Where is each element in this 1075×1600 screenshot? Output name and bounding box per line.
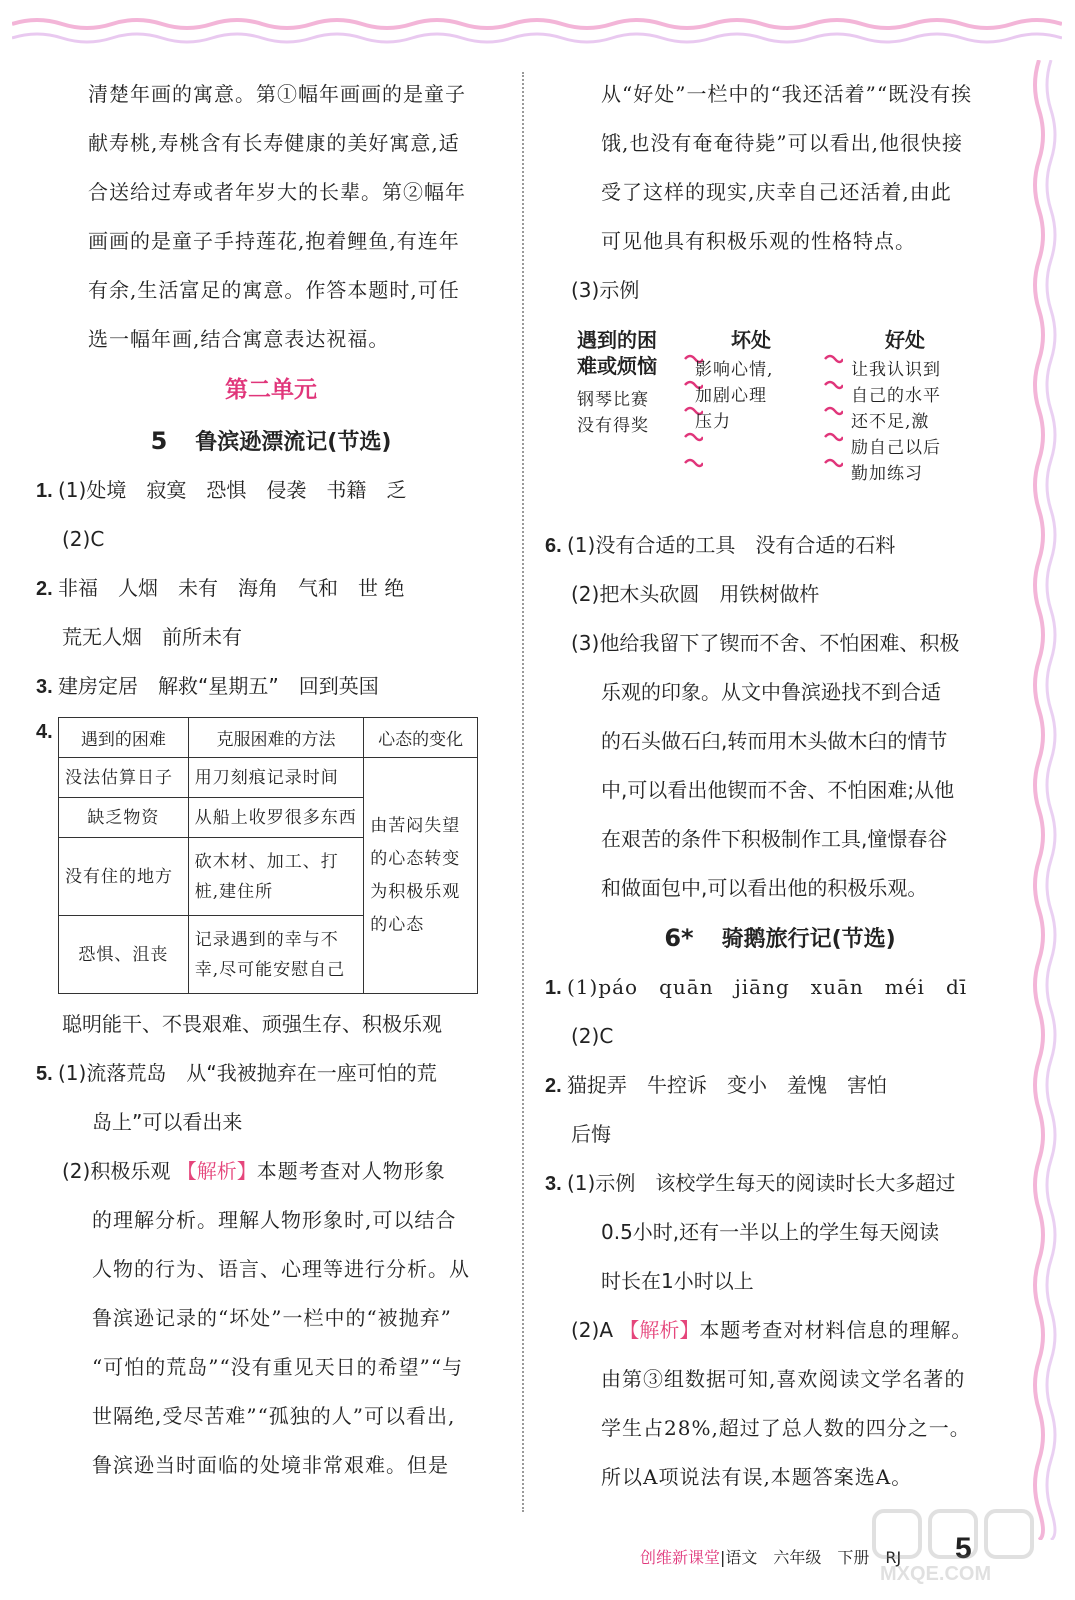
difficulty-column xyxy=(577,327,657,439)
answer-line: 中,可以看出他锲而不舍、不怕困难;从他 xyxy=(601,778,955,802)
unit-title: 第二单元 xyxy=(225,377,317,403)
analysis-text: 本题考查对人物形象 xyxy=(256,1159,446,1183)
analysis-line: 由第③组数据可知,喜欢阅读文学名著的 xyxy=(601,1367,966,1391)
analysis-line: 世隔绝,受尽苦难”“孤独的人”可以看出, xyxy=(92,1404,456,1428)
answer-line: 和做面包中,可以看出他的积极乐观。 xyxy=(601,876,928,900)
analysis-line: 学生占28%,超过了总人数的四分之一。 xyxy=(601,1416,971,1440)
answer-line: 时长在1小时以上 xyxy=(601,1269,754,1293)
question-number: 6. xyxy=(545,535,562,557)
difficulty-table xyxy=(58,717,478,994)
column-text: 让我认识到 xyxy=(851,360,941,380)
lesson-number: 5 xyxy=(150,427,168,455)
intro-line: 献寿桃,寿桃含有长寿健康的美好寓意,适 xyxy=(88,131,460,155)
answer-text: 猫捉弄 牛控诉 变小 羞愧 害怕 xyxy=(567,1073,887,1097)
table-cell: 从船上收罗很多东西 xyxy=(188,798,364,838)
answer-line xyxy=(545,1306,1015,1355)
column-header: 难或烦恼 xyxy=(577,354,657,378)
footer-brand: 创维新课堂 xyxy=(640,1548,721,1567)
answer-line xyxy=(36,662,506,711)
page-footer xyxy=(640,1540,901,1576)
analysis-line: 从“好处”一栏中的“我还活着”“既没有挨 xyxy=(601,82,973,106)
lesson-name: 骑鹅旅行记(节选) xyxy=(721,927,896,952)
table-cell: 没法估算日子 xyxy=(59,758,189,798)
answer-text: (1)流落荒岛 从“我被抛弃在一座可怕的荒 xyxy=(58,1061,437,1085)
example-chart xyxy=(545,319,1015,507)
watermark-text: MXQE.COM xyxy=(880,1563,992,1585)
left-column xyxy=(36,70,506,1490)
analysis-line: 的理解分析。理解人物形象时,可以结合 xyxy=(92,1208,457,1232)
side-wavy-border xyxy=(1029,60,1059,1540)
answer-line: (2)C xyxy=(62,527,105,551)
right-column xyxy=(545,70,1015,1502)
watermark xyxy=(870,1505,1050,1595)
lesson-title xyxy=(36,416,506,466)
downside-column xyxy=(695,327,773,435)
answer-text: (2)积极乐观 xyxy=(62,1159,171,1183)
lesson-title xyxy=(545,913,1015,963)
analysis-line: 所以A项说法有误,本题答案选A。 xyxy=(601,1465,913,1489)
answer-line: (3)示例 xyxy=(571,278,640,302)
answer-line: 的石头做石臼,转而用木头做木臼的情节 xyxy=(601,729,948,753)
answer-line: 荒无人烟 前所未有 xyxy=(62,625,242,649)
answer-line: 聪明能干、不畏艰难、顽强生存、积极乐观 xyxy=(62,1012,442,1036)
table-header: 遇到的困难 xyxy=(59,718,189,758)
question-number: 2. xyxy=(36,578,53,600)
column-header: 坏处 xyxy=(731,328,771,352)
column-header: 遇到的困 xyxy=(577,328,657,352)
analysis-label: 【解析】 xyxy=(619,1318,700,1342)
question-number: 2. xyxy=(545,1075,562,1097)
table-cell: 没有住的地方 xyxy=(59,838,189,916)
answer-line: (2)C xyxy=(571,1024,614,1048)
analysis-line: 鲁滨逊记录的“坏处”一栏中的“被抛弃” xyxy=(92,1306,452,1330)
table-cell: 记录遇到的幸与不幸,尽可能安慰自己 xyxy=(188,916,364,994)
answer-text: (1)没有合适的工具 没有合适的石料 xyxy=(567,533,896,557)
footer-info: |语文 六年级 下册 RJ xyxy=(720,1548,902,1567)
answer-line: 后悔 xyxy=(571,1122,611,1146)
answer-line: (2)把木头砍圆 用铁树做杵 xyxy=(571,582,820,606)
analysis-line: 可见他具有积极乐观的性格特点。 xyxy=(601,229,916,253)
column-text: 压力 xyxy=(695,412,731,432)
answer-line xyxy=(545,963,1015,1012)
answer-line xyxy=(545,1159,1015,1208)
table-cell: 缺乏物资 xyxy=(59,798,189,838)
question-number: 4. xyxy=(36,721,53,743)
analysis-label: 【解析】 xyxy=(176,1159,257,1183)
column-text: 勤加练习 xyxy=(851,464,923,484)
answer-line xyxy=(545,521,1015,570)
upside-column xyxy=(851,327,941,487)
intro-line: 清楚年画的寓意。第①幅年画画的是童子 xyxy=(88,82,466,106)
answer-text: (1)páo quān jiāng xuān méi dī xyxy=(567,975,968,999)
intro-line: 画画的是童子手持莲花,抱着鲤鱼,有连年 xyxy=(88,229,460,253)
answer-line: 0.5小时,还有一半以上的学生每天阅读 xyxy=(601,1220,940,1244)
answer-line: (3)他给我留下了锲而不舍、不怕困难、积极 xyxy=(571,631,960,655)
answer-line: 乐观的印象。从文中鲁滨逊找不到合适 xyxy=(601,680,941,704)
analysis-line: 鲁滨逊当时面临的处境非常艰难。但是 xyxy=(92,1453,449,1477)
page-number: 5 xyxy=(955,1532,972,1565)
table-header: 心态的变化 xyxy=(364,718,478,758)
answer-line xyxy=(36,564,506,613)
top-wavy-border xyxy=(12,14,1062,50)
question-number: 5. xyxy=(36,1063,53,1085)
q4-block xyxy=(36,717,506,994)
question-number: 1. xyxy=(545,977,562,999)
answer-line: 在艰苦的条件下积极制作工具,憧憬春谷 xyxy=(601,827,948,851)
table-cell: 恐惧、沮丧 xyxy=(59,916,189,994)
answer-line xyxy=(545,1061,1015,1110)
analysis-line: “可怕的荒岛”“没有重见天日的希望”“与 xyxy=(92,1355,464,1379)
analysis-text: 本题考查对材料信息的理解。 xyxy=(699,1318,973,1342)
column-text: 加剧心理 xyxy=(695,386,767,406)
table-header: 克服困难的方法 xyxy=(188,718,364,758)
column-text: 影响心情, xyxy=(695,360,774,380)
column-text: 钢琴比赛 xyxy=(577,390,649,410)
answer-text: (1)示例 该校学生每天的阅读时长大多超过 xyxy=(567,1171,956,1195)
table-cell: 用刀刻痕记录时间 xyxy=(188,758,364,798)
table-row xyxy=(59,758,478,798)
intro-line: 合送给过寿或者年岁大的长辈。第②幅年 xyxy=(88,180,466,204)
answer-text: 非福 人烟 未有 海角 气和 世 绝 xyxy=(58,576,405,600)
watermark-logo-icon xyxy=(870,1505,1040,1565)
answer-text: 建房定居 解救“星期五” 回到英国 xyxy=(58,674,379,698)
column-text: 自己的水平 xyxy=(851,386,941,406)
table-header-row xyxy=(59,718,478,758)
lesson-name: 鲁滨逊漂流记(节选) xyxy=(195,430,392,455)
table-cell: 砍木材、加工、打桩,建住所 xyxy=(188,838,364,916)
intro-line: 有余,生活富足的寓意。作答本题时,可任 xyxy=(88,278,460,302)
column-text: 还不足,激 xyxy=(851,412,930,432)
answer-text: (1)处境 寂寞 恐惧 侵袭 书籍 乏 xyxy=(58,478,407,502)
answer-line xyxy=(36,1147,506,1196)
answer-line xyxy=(36,466,506,515)
analysis-line: 人物的行为、语言、心理等进行分析。从 xyxy=(92,1257,470,1281)
analysis-line: 饿,也没有奄奄待毙”可以看出,他很快接 xyxy=(601,131,963,155)
squiggle-icon xyxy=(823,349,843,469)
answer-text: (2)A xyxy=(571,1318,614,1342)
column-text: 没有得奖 xyxy=(577,416,649,436)
column-text: 励自己以后 xyxy=(851,438,941,458)
lesson-number: 6* xyxy=(664,924,694,952)
answer-line xyxy=(36,1049,506,1098)
column-header: 好处 xyxy=(885,328,925,352)
question-number: 1. xyxy=(36,480,53,502)
question-number: 3. xyxy=(36,676,53,698)
question-number: 3. xyxy=(545,1173,562,1195)
analysis-line: 受了这样的现实,庆幸自己还活着,由此 xyxy=(601,180,952,204)
answer-line: 岛上”可以看出来 xyxy=(92,1110,243,1134)
column-divider xyxy=(522,72,524,1512)
intro-line: 选一幅年画,结合寓意表达祝福。 xyxy=(88,327,390,351)
table-cell-mood: 由苦闷失望的心态转变为积极乐观的心态 xyxy=(364,758,478,994)
